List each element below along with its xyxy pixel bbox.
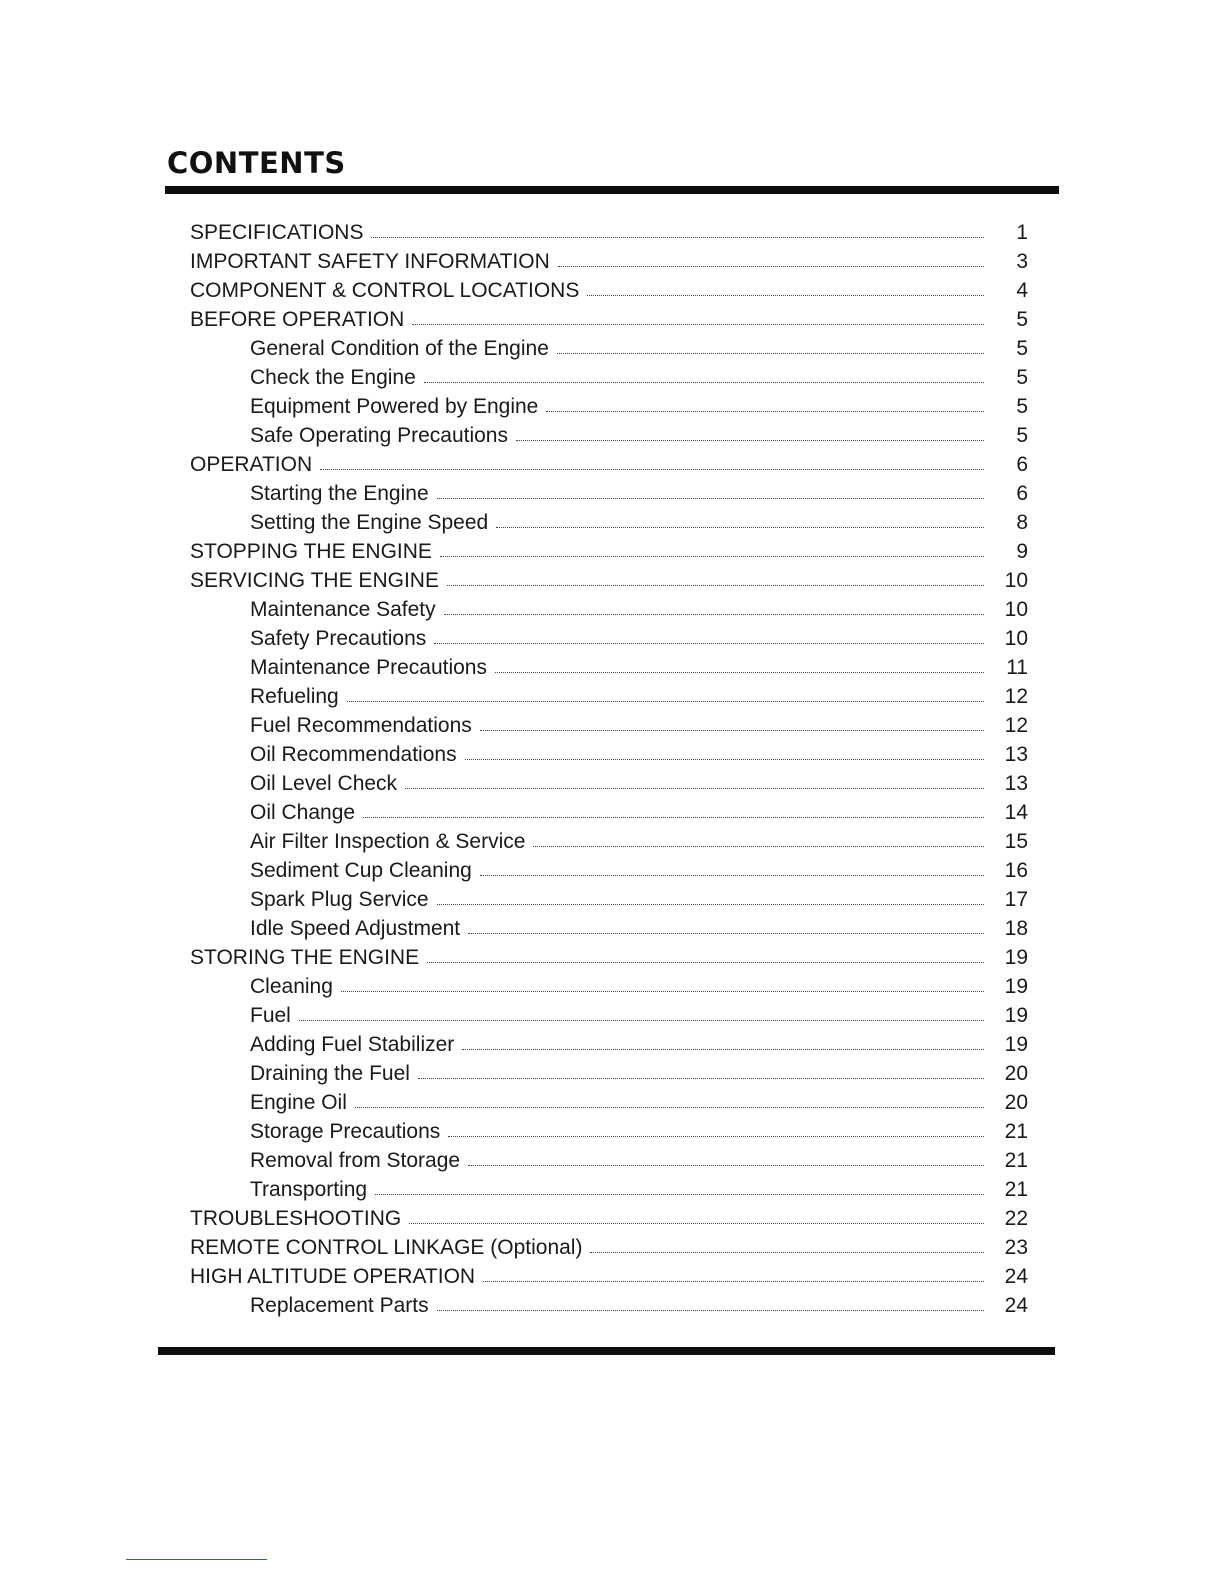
toc-entry[interactable]	[250, 1117, 1028, 1146]
dot-leader	[516, 440, 984, 441]
dot-leader	[424, 382, 984, 383]
toc-entry[interactable]	[250, 624, 1028, 653]
toc-entry-page-number: 11	[1006, 656, 1028, 679]
toc-entry-page-number: 5	[1016, 395, 1028, 418]
toc-entry-page-number: 19	[1004, 975, 1028, 998]
toc-entry-page-number: 4	[1016, 279, 1028, 302]
toc-entry[interactable]	[250, 914, 1028, 943]
toc-entry-page-number: 12	[1004, 714, 1028, 737]
toc-entry-label: Oil Change	[250, 801, 356, 824]
toc-entry-page-number: 12	[1004, 685, 1028, 708]
toc-entry-page-number: 24	[1004, 1294, 1028, 1317]
toc-entry-label: SPECIFICATIONS	[190, 221, 364, 244]
toc-entry-label: Oil Level Check	[250, 772, 398, 795]
toc-entry-label: Transporting	[250, 1178, 368, 1201]
toc-entry-label: Cleaning	[250, 975, 333, 998]
toc-entry-page-number: 23	[1004, 1236, 1028, 1259]
toc-entry-page-number: 13	[1004, 743, 1028, 766]
dot-leader	[447, 585, 984, 586]
toc-entry[interactable]	[190, 566, 1028, 595]
toc-entry-page-number: 5	[1016, 424, 1028, 447]
dot-leader	[546, 411, 984, 412]
toc-entry[interactable]	[250, 1175, 1028, 1204]
dot-leader	[440, 556, 984, 557]
toc-entry[interactable]	[190, 537, 1028, 566]
dot-leader	[483, 1281, 984, 1282]
toc-entry-page-number: 3	[1016, 250, 1028, 273]
dot-leader	[418, 1078, 984, 1079]
dot-leader	[355, 1107, 984, 1108]
toc-entry[interactable]	[190, 1204, 1028, 1233]
dot-leader	[347, 701, 984, 702]
toc-entry-page-number: 1	[1016, 221, 1028, 244]
toc-entry[interactable]	[250, 392, 1028, 421]
dot-leader	[375, 1194, 984, 1195]
dot-leader	[590, 1252, 984, 1253]
toc-entry[interactable]	[250, 856, 1028, 885]
toc-entry[interactable]	[250, 653, 1028, 682]
toc-entry[interactable]	[250, 885, 1028, 914]
toc-entry-label: Air Filter Inspection & Service	[250, 830, 526, 853]
dot-leader	[320, 469, 984, 470]
toc-entry-page-number: 22	[1004, 1207, 1028, 1230]
dot-leader	[427, 962, 984, 963]
toc-entry[interactable]	[190, 1262, 1028, 1291]
toc-entry-page-number: 18	[1004, 917, 1028, 940]
dot-leader	[448, 1136, 984, 1137]
toc-entry-label: STORING THE ENGINE	[190, 946, 420, 969]
toc-entry-page-number: 19	[1004, 1033, 1028, 1056]
toc-entry-label: OPERATION	[190, 453, 313, 476]
toc-entry-page-number: 21	[1004, 1178, 1028, 1201]
toc-entry-label: REMOTE CONTROL LINKAGE (Optional)	[190, 1236, 583, 1259]
toc-entry[interactable]	[250, 421, 1028, 450]
dot-leader	[405, 788, 984, 789]
toc-entry-label: HIGH ALTITUDE OPERATION	[190, 1265, 476, 1288]
toc-entry-page-number: 21	[1004, 1120, 1028, 1143]
toc-entry[interactable]	[250, 1059, 1028, 1088]
toc-entry-label: Check the Engine	[250, 366, 416, 389]
toc-entry-label: Engine Oil	[250, 1091, 347, 1114]
toc-entry-label: IMPORTANT SAFETY INFORMATION	[190, 250, 550, 273]
toc-entry-page-number: 13	[1004, 772, 1028, 795]
toc-entry-page-number: 15	[1004, 830, 1028, 853]
dot-leader	[437, 498, 984, 499]
toc-entry[interactable]	[250, 1001, 1028, 1030]
toc-entry-label: Starting the Engine	[250, 482, 429, 505]
dot-leader	[558, 266, 984, 267]
toc-entry-page-number: 10	[1004, 569, 1028, 592]
page-title: CONTENTS	[167, 146, 346, 180]
toc-entry[interactable]	[250, 798, 1028, 827]
toc-entry[interactable]	[250, 1291, 1028, 1320]
toc-entry-label: Safety Precautions	[250, 627, 427, 650]
toc-entry[interactable]	[190, 305, 1028, 334]
toc-entry-label: COMPONENT & CONTROL LOCATIONS	[190, 279, 580, 302]
toc-entry-label: Sediment Cup Cleaning	[250, 859, 472, 882]
dot-leader	[533, 846, 984, 847]
toc-entry-label: Maintenance Precautions	[250, 656, 487, 679]
toc-entry[interactable]	[250, 1088, 1028, 1117]
toc-entry-label: General Condition of the Engine	[250, 337, 549, 360]
toc-entry[interactable]	[190, 943, 1028, 972]
table-of-contents	[0, 218, 1224, 1320]
dot-leader	[462, 1049, 984, 1050]
toc-entry[interactable]	[250, 363, 1028, 392]
toc-entry[interactable]	[250, 595, 1028, 624]
toc-entry-label: Maintenance Safety	[250, 598, 436, 621]
toc-entry-page-number: 19	[1004, 946, 1028, 969]
toc-entry-label: Safe Operating Precautions	[250, 424, 508, 447]
toc-entry-label: Fuel	[250, 1004, 291, 1027]
toc-entry[interactable]	[250, 1146, 1028, 1175]
toc-entry-page-number: 21	[1004, 1149, 1028, 1172]
toc-entry-label: Adding Fuel Stabilizer	[250, 1033, 455, 1056]
toc-entry-label: Refueling	[250, 685, 339, 708]
toc-entry-page-number: 17	[1004, 888, 1028, 911]
dot-leader	[437, 1310, 984, 1311]
toc-entry-label: BEFORE OPERATION	[190, 308, 405, 331]
toc-entry[interactable]	[250, 769, 1028, 798]
dot-leader	[412, 324, 984, 325]
top-divider	[165, 186, 1059, 194]
toc-entry-label: TROUBLESHOOTING	[190, 1207, 402, 1230]
toc-entry[interactable]	[190, 1233, 1028, 1262]
dot-leader	[480, 875, 984, 876]
toc-entry[interactable]	[190, 450, 1028, 479]
dot-leader	[468, 1165, 984, 1166]
toc-entry[interactable]	[250, 508, 1028, 537]
toc-entry-label: Removal from Storage	[250, 1149, 461, 1172]
toc-entry-page-number: 14	[1004, 801, 1028, 824]
toc-entry[interactable]	[250, 682, 1028, 711]
toc-entry-page-number: 6	[1016, 453, 1028, 476]
toc-entry-page-number: 9	[1016, 540, 1028, 563]
toc-entry-page-number: 5	[1016, 366, 1028, 389]
dot-leader	[341, 991, 984, 992]
dot-leader	[299, 1020, 984, 1021]
toc-entry-page-number: 16	[1004, 859, 1028, 882]
toc-entry-label: Fuel Recommendations	[250, 714, 472, 737]
dot-leader	[468, 933, 984, 934]
dot-leader	[480, 730, 984, 731]
toc-entry-page-number: 8	[1016, 511, 1028, 534]
toc-entry-label: Spark Plug Service	[250, 888, 429, 911]
toc-entry-label: Draining the Fuel	[250, 1062, 410, 1085]
toc-entry-label: SERVICING THE ENGINE	[190, 569, 439, 592]
toc-entry-page-number: 10	[1004, 627, 1028, 650]
dot-leader	[587, 295, 984, 296]
toc-entry[interactable]	[250, 1030, 1028, 1059]
toc-entry[interactable]	[190, 218, 1028, 247]
toc-entry[interactable]	[250, 479, 1028, 508]
toc-entry-page-number: 20	[1004, 1062, 1028, 1085]
toc-entry[interactable]	[190, 276, 1028, 305]
toc-entry-page-number: 6	[1016, 482, 1028, 505]
footer-link-underline	[126, 1559, 267, 1560]
toc-entry-page-number: 24	[1004, 1265, 1028, 1288]
dot-leader	[496, 527, 984, 528]
toc-entry-page-number: 20	[1004, 1091, 1028, 1114]
toc-entry-label: Oil Recommendations	[250, 743, 457, 766]
toc-entry-page-number: 19	[1004, 1004, 1028, 1027]
toc-entry-label: STOPPING THE ENGINE	[190, 540, 432, 563]
dot-leader	[409, 1223, 984, 1224]
toc-entry-page-number: 5	[1016, 337, 1028, 360]
toc-entry-page-number: 10	[1004, 598, 1028, 621]
toc-entry[interactable]	[250, 334, 1028, 363]
toc-entry-label: Storage Precautions	[250, 1120, 441, 1143]
toc-entry[interactable]	[250, 711, 1028, 740]
toc-entry-label: Setting the Engine Speed	[250, 511, 489, 534]
toc-entry[interactable]	[250, 972, 1028, 1001]
toc-entry-label: Idle Speed Adjustment	[250, 917, 461, 940]
toc-entry-label: Replacement Parts	[250, 1294, 429, 1317]
dot-leader	[557, 353, 984, 354]
dot-leader	[495, 672, 984, 673]
toc-entry[interactable]	[250, 740, 1028, 769]
bottom-divider	[158, 1347, 1055, 1355]
toc-entry-page-number: 5	[1016, 308, 1028, 331]
toc-entry[interactable]	[250, 827, 1028, 856]
dot-leader	[371, 237, 984, 238]
dot-leader	[465, 759, 984, 760]
toc-entry[interactable]	[190, 247, 1028, 276]
toc-entry-label: Equipment Powered by Engine	[250, 395, 539, 418]
dot-leader	[363, 817, 984, 818]
dot-leader	[444, 614, 984, 615]
dot-leader	[434, 643, 984, 644]
dot-leader	[437, 904, 984, 905]
